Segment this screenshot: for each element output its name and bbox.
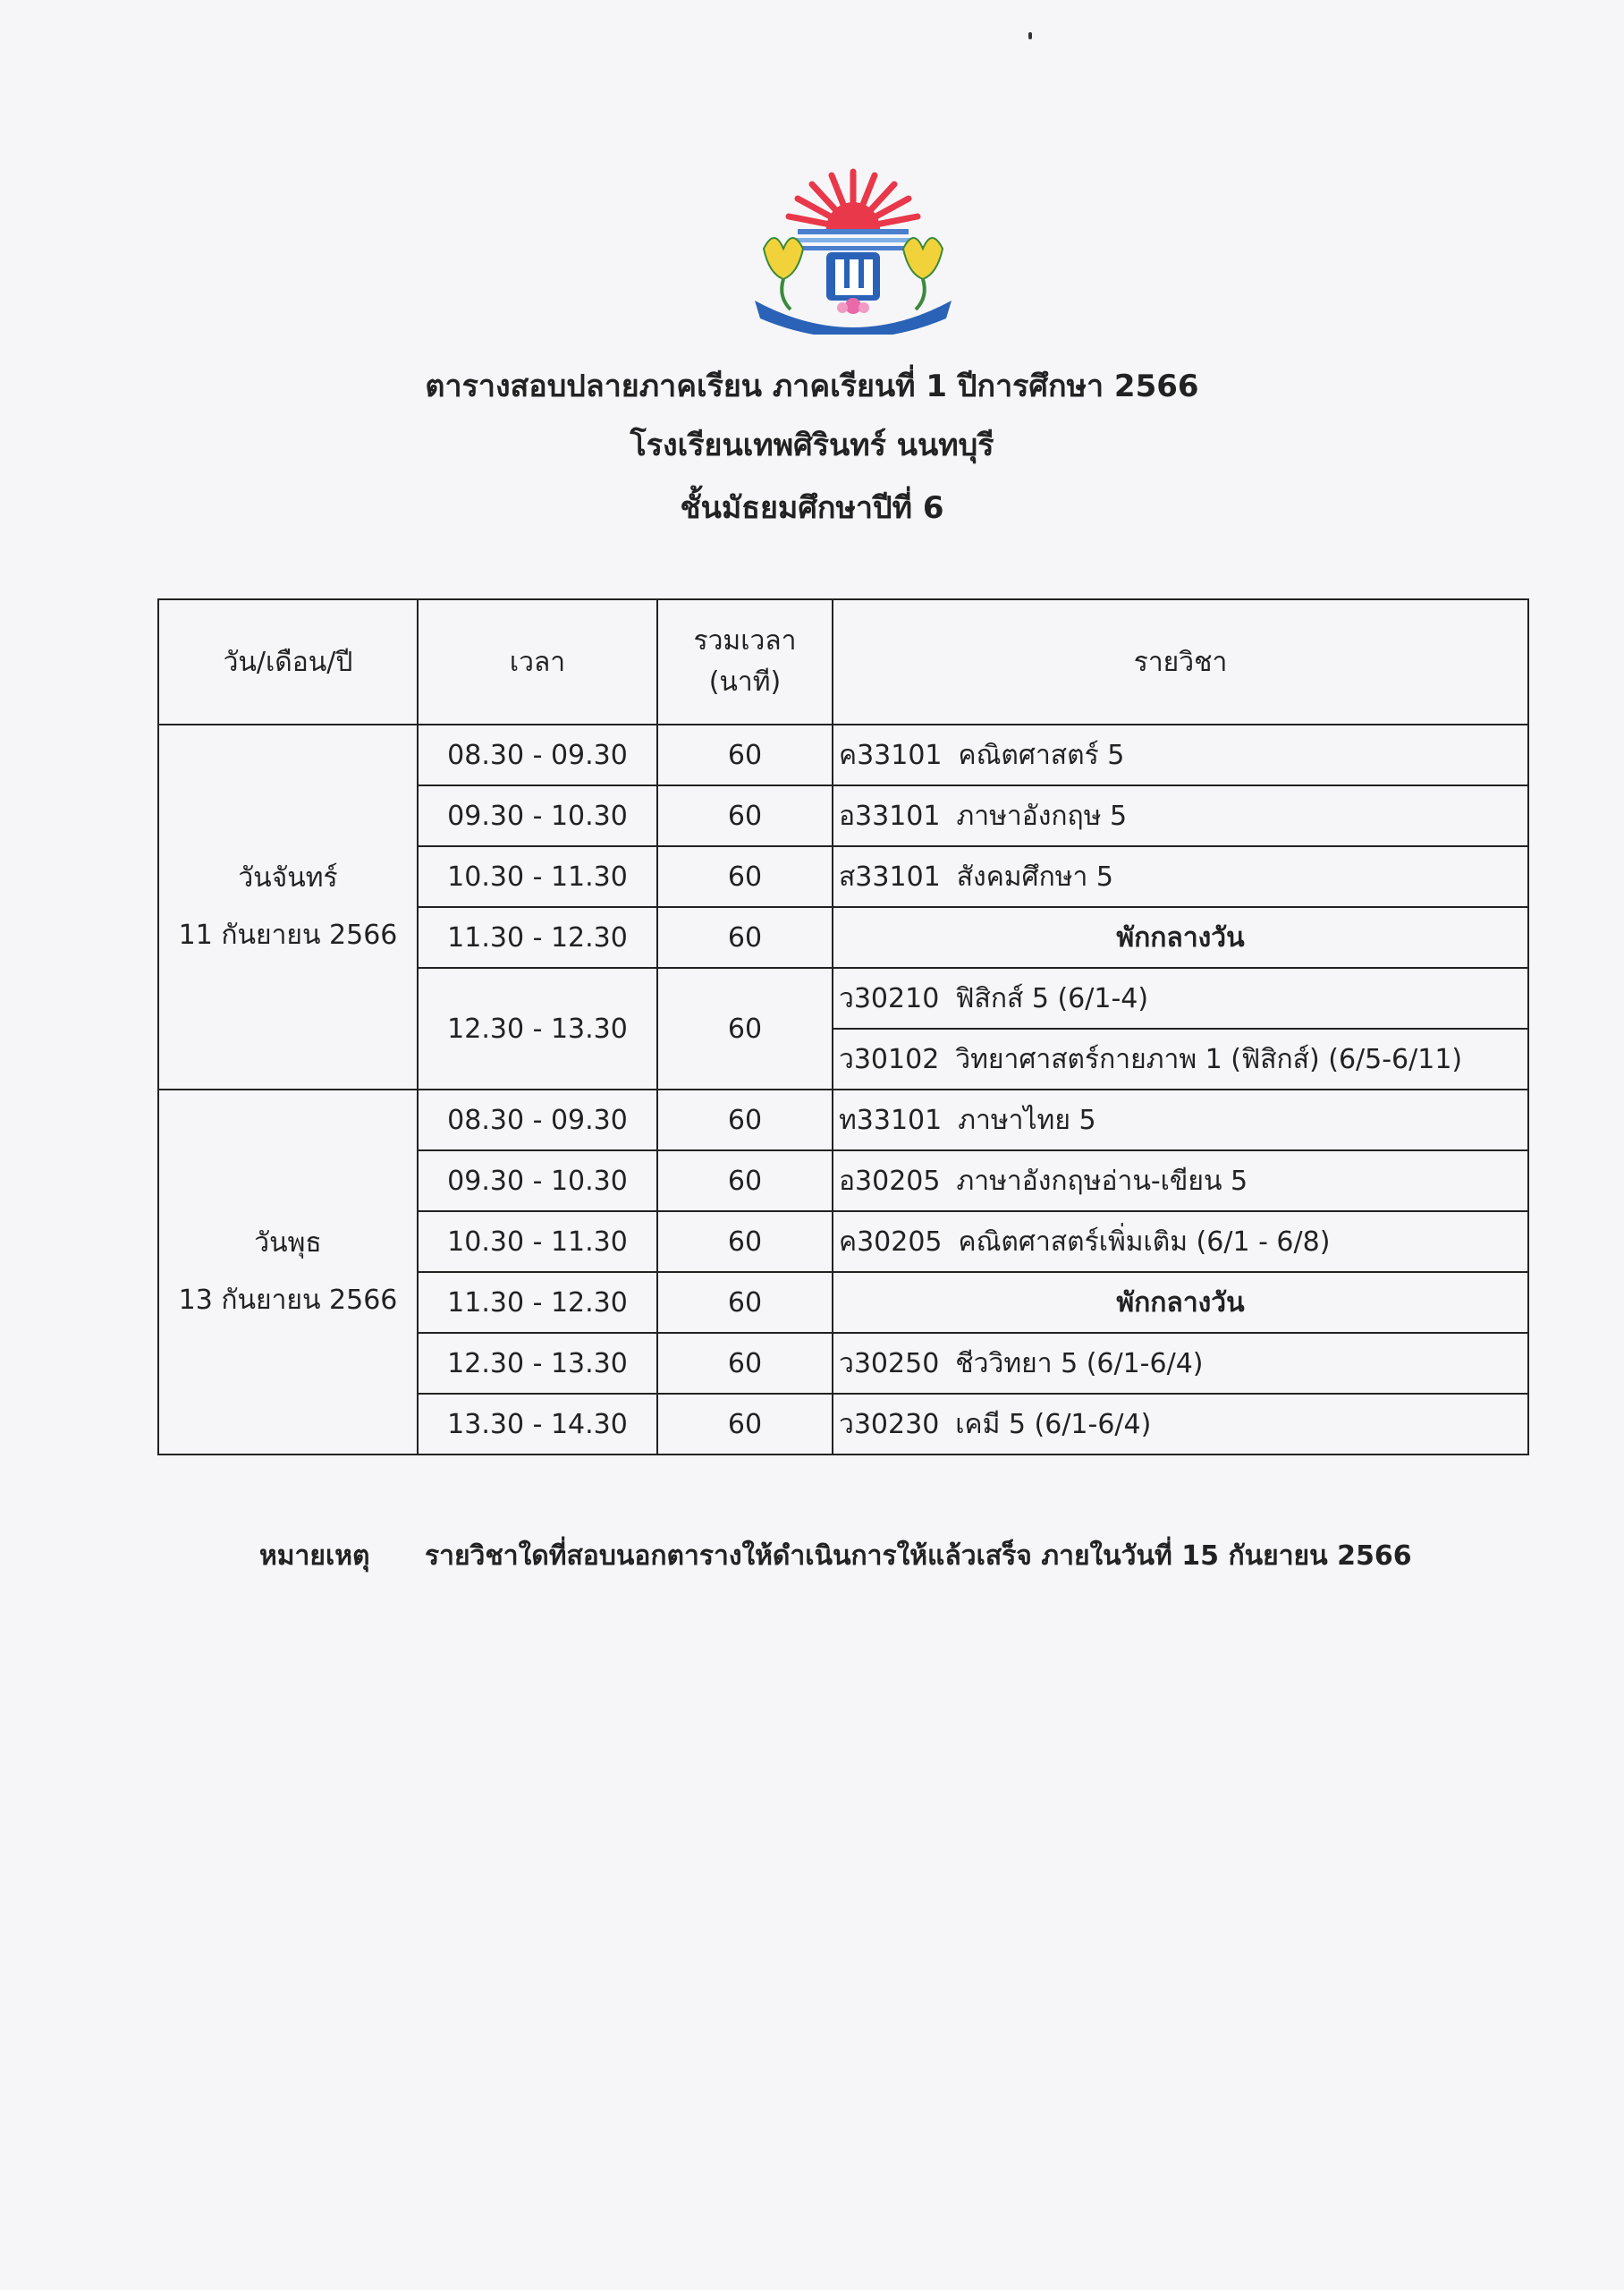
subject-cell: อ30205 ภาษาอังกฤษอ่าน-เขียน 5 — [833, 1150, 1528, 1211]
time-cell: 11.30 - 12.30 — [418, 1272, 657, 1333]
table-row — [158, 1090, 1528, 1150]
minutes-cell: 60 — [657, 907, 833, 968]
subject-cell: ว30102 วิทยาศาสตร์กายภาพ 1 (ฟิสิกส์) (6/5-6/11) — [833, 1029, 1528, 1090]
minutes-cell: 60 — [657, 1150, 833, 1211]
time-cell: 09.30 - 10.30 — [418, 785, 657, 846]
footnote-text: รายวิชาใดที่สอบนอกตารางให้ดำเนินการให้แล้วเสร็จ ภายในวันที่ 15 กันยายน 2566 — [425, 1540, 1412, 1572]
time-cell: 09.30 - 10.30 — [418, 1150, 657, 1211]
subject-cell: อ33101 ภาษาอังกฤษ 5 — [833, 785, 1528, 846]
time-cell: 12.30 - 13.30 — [418, 968, 657, 1090]
subject-cell: ส33101 สังคมศึกษา 5 — [833, 846, 1528, 907]
header-duration: รวมเวลา (นาที) — [657, 599, 833, 725]
subject-cell: ว30210 ฟิสิกส์ 5 (6/1-4) — [833, 968, 1528, 1029]
school-logo — [748, 166, 959, 335]
minutes-cell: 60 — [657, 785, 833, 846]
time-cell: 12.30 - 13.30 — [418, 1333, 657, 1394]
exam-schedule-table — [157, 598, 1529, 1455]
subject-cell: ว30250 ชีววิทยา 5 (6/1-6/4) — [833, 1333, 1528, 1394]
lunch-break-cell: พักกลางวัน — [833, 1272, 1528, 1333]
minutes-cell: 60 — [657, 1211, 833, 1272]
minutes-cell: 60 — [657, 1394, 833, 1455]
minutes-cell: 60 — [657, 1272, 833, 1333]
header-time: เวลา — [418, 599, 657, 725]
minutes-cell: 60 — [657, 846, 833, 907]
scan-speck — [1028, 32, 1032, 39]
day-cell-wednesday: วันพุธ 13 กันยายน 2566 — [158, 1090, 418, 1455]
time-cell: 11.30 - 12.30 — [418, 907, 657, 968]
subject-cell: ค30205 คณิตศาสตร์เพิ่มเติม (6/1 - 6/8) — [833, 1211, 1528, 1272]
table-header-row — [158, 599, 1528, 725]
minutes-cell: 60 — [657, 725, 833, 785]
time-cell: 08.30 - 09.30 — [418, 725, 657, 785]
header-date: วัน/เดือน/ปี — [158, 599, 418, 725]
time-cell: 10.30 - 11.30 — [418, 846, 657, 907]
footnote-label: หมายเหตุ — [259, 1540, 370, 1572]
lunch-break-cell: พักกลางวัน — [833, 907, 1528, 968]
subject-cell: ค33101 คณิตศาสตร์ 5 — [833, 725, 1528, 785]
school-name: โรงเรียนเทพศิรินทร์ นนทบุรี — [630, 428, 994, 463]
day-cell-monday: วันจันทร์ 11 กันยายน 2566 — [158, 725, 418, 1090]
time-cell: 13.30 - 14.30 — [418, 1394, 657, 1455]
subject-cell: ว30230 เคมี 5 (6/1-6/4) — [833, 1394, 1528, 1455]
minutes-cell: 60 — [657, 1090, 833, 1150]
subject-cell: ท33101 ภาษาไทย 5 — [833, 1090, 1528, 1150]
table-row — [158, 725, 1528, 785]
time-cell: 10.30 - 11.30 — [418, 1211, 657, 1272]
footnote — [259, 1535, 1412, 1577]
minutes-cell: 60 — [657, 968, 833, 1090]
grade-level: ชั้นมัธยมศึกษาปีที่ 6 — [680, 490, 944, 526]
time-cell: 08.30 - 09.30 — [418, 1090, 657, 1150]
exam-title: ตารางสอบปลายภาคเรียน ภาคเรียนที่ 1 ปีการศึกษา 2566 — [425, 369, 1199, 404]
header-subject: รายวิชา — [833, 599, 1528, 725]
minutes-cell: 60 — [657, 1333, 833, 1394]
